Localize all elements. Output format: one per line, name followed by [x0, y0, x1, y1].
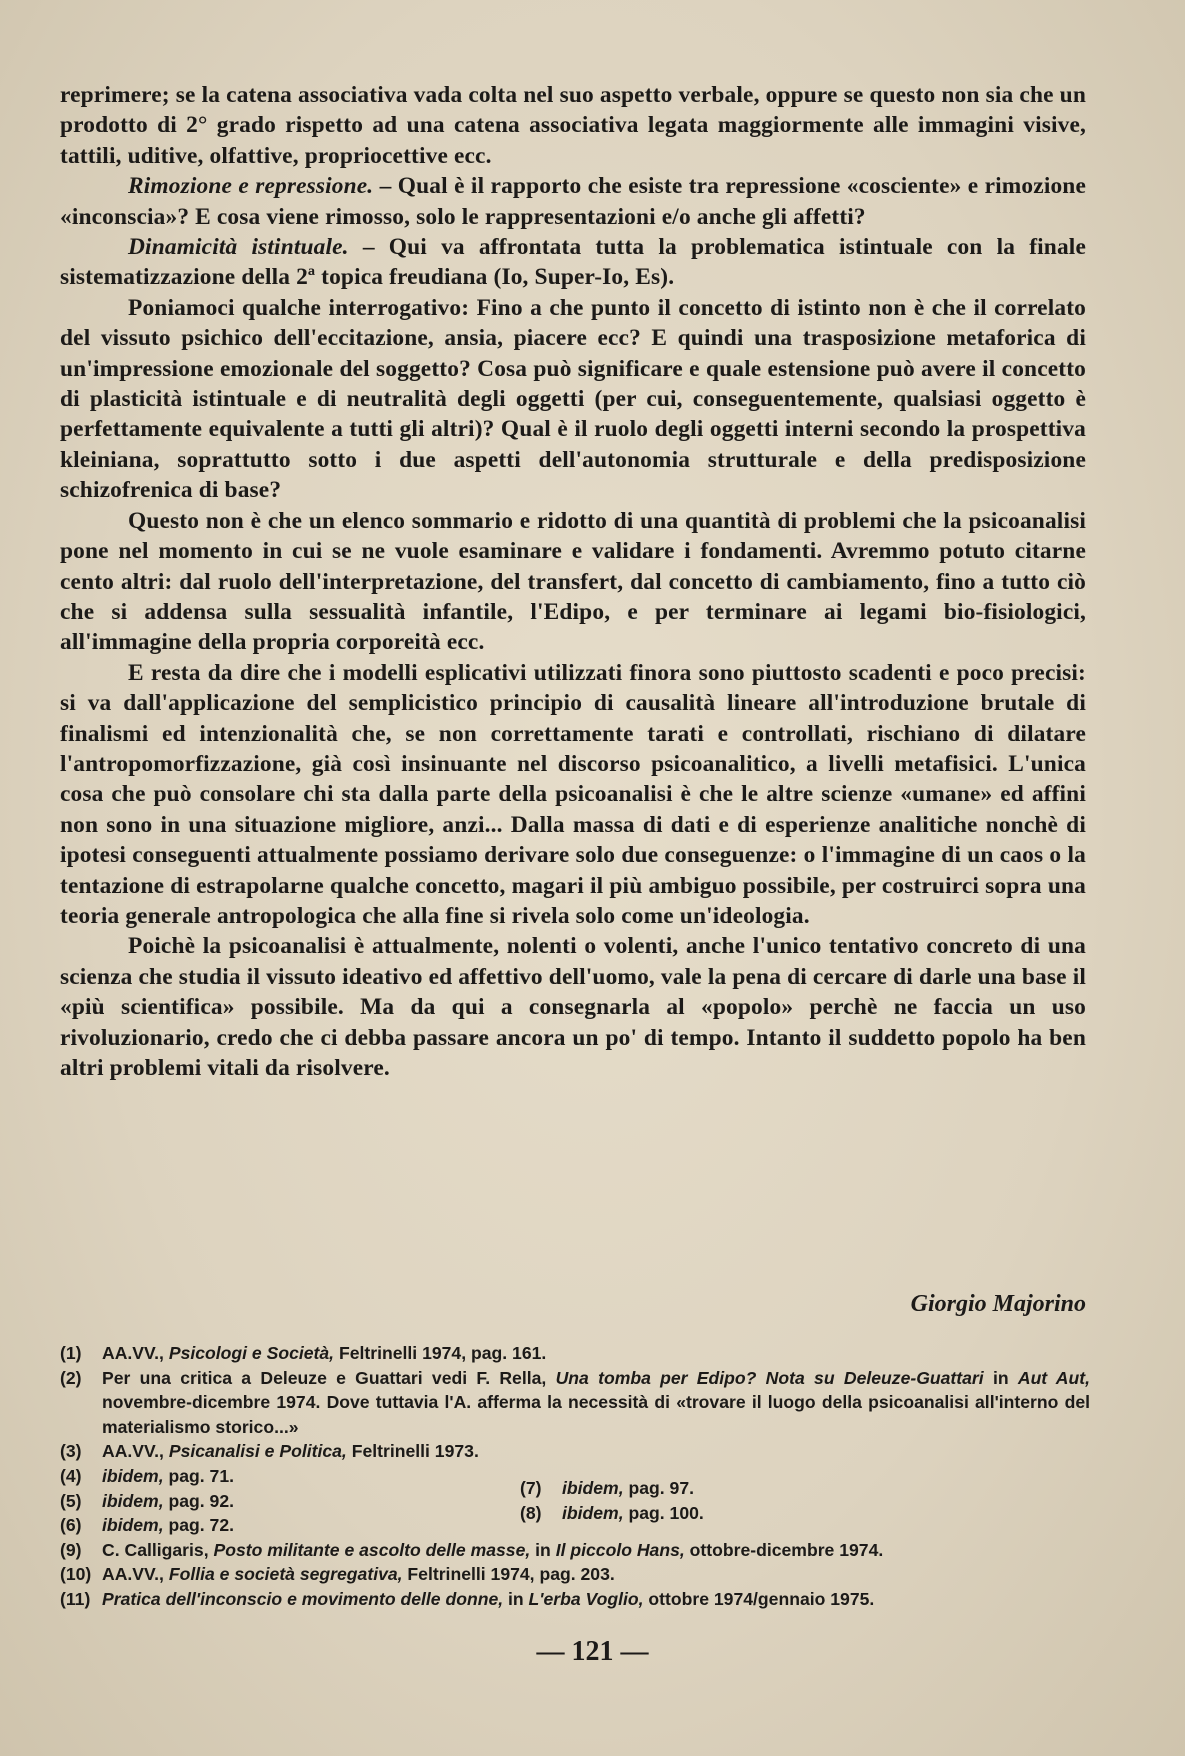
- paragraph-lead: Dinamicità istintuale.: [128, 234, 349, 261]
- footnote: (10) AA.VV., Follia e società segregativa, Feltrinelli 1974, pag. 203.: [60, 1564, 615, 1585]
- footnote: (9) C. Calligaris, Posto militante e ascolto delle masse, in Il piccolo Hans, ottobre-dicembre 1974.: [60, 1539, 884, 1560]
- paragraph: Rimozione e repressione. – Qual è il rapporto che esiste tra repressione «cosciente» e rimozione «inconscia»? E cosa viene rimosso, solo le rappresentazioni e/o anche gli affetti?: [60, 173, 1086, 230]
- paragraph: E resta da dire che i modelli esplicativi utilizzati finora sono piuttosto scadenti e poco precisi: si va dall'applicazione del semplicistico principio di causalità lineare all'introduzione brutale di finalismi ed intenzionalità che, se non correttamente tarati e controllati, rischiano di dilatare l'antropomorfizzazione, già così insinuante nel discorso psicoanalitico, a livelli metafisici. L'unica cosa che può consolare chi sta dalla parte della psicoanalisi è che le altre scienze «umane» ed affini non sono in una situazione migliore, anzi... Dalla massa di dati e di esperienze analitiche nonchè di ipotesi conseguenti attualmente possiamo derivare solo due conseguenze: o l'immagine di un caos o la tentazione di estrapolarne qualche concetto, magari il più ambiguo possibile, per costruirci sopra una teoria generale antropologica che alla fine si rivela solo come un'ideologia.: [60, 659, 1086, 929]
- footnotes: [60, 1341, 1090, 1612]
- footnote: (7) ibidem, pag. 97.: [520, 1477, 694, 1498]
- footnote: (1) AA.VV., Psicologi e Società, Feltrinelli 1974, pag. 161.: [60, 1343, 547, 1363]
- footnote: (4) ibidem, pag. 71.: [60, 1465, 234, 1486]
- page-number: — 121 —: [536, 1636, 649, 1667]
- author-signature: Giorgio Majorino: [910, 1291, 1086, 1317]
- paragraph: Dinamicità istintuale. – Qui va affrontata tutta la problematica istintuale con la finale sistematizzazione della 2ª topica freudiana (Io, Super-Io, Es).: [60, 234, 1086, 291]
- footnote: (6) ibidem, pag. 72.: [60, 1515, 234, 1536]
- footnote: (11) Pratica dell'inconscio e movimento delle donne, in L'erba Voglio, ottobre 1974/gennaio 1975.: [60, 1588, 875, 1609]
- footnote: (3) AA.VV., Psicanalisi e Politica, Feltrinelli 1973.: [60, 1441, 479, 1462]
- footnote: (8) ibidem, pag. 100.: [520, 1502, 704, 1523]
- paragraph: Poniamoci qualche interrogativo: Fino a che punto il concetto di istinto non è che il correlato del vissuto psichico dell'eccitazione, ansia, piacere ecc? E quindi una trasposizione metaforica di un'impressione emozionale del soggetto? Cosa può significare e quale estensione può avere il concetto di plasticità istintuale e di neutralità degli oggetti (per cui, conseguentemente, qualsiasi oggetto è perfettamente equivalente a tutti gli altri)? Qual è il ruolo degli oggetti interni secondo la prospettiva kleiniana, soprattutto sotto i due aspetti dell'autonomia strutturale e della predisposizione schizofrenica di base?: [60, 294, 1086, 504]
- paragraph: Questo non è che un elenco sommario e ridotto di una quantità di problemi che la psicoanalisi pone nel momento in cui se ne vuole esaminare e validare i fondamenti. Avremmo potuto citarne cento altri: dal ruolo dell'interpretazione, del transfert, dal concetto di cambiamento, fino a tutto ciò che si addensa sulla sessualità infantile, l'Edipo, e per terminare ai legami bio-fisiologici, all'immagine della propria corporeità ecc.: [60, 507, 1086, 656]
- paragraph-lead: Rimozione e repressione.: [128, 173, 374, 200]
- footnote-columns: [60, 1464, 1090, 1538]
- paragraph: reprimere; se la catena associativa vada colta nel suo aspetto verbale, oppure se questo non sia che un prodotto di 2° grado rispetto ad una catena associativa legata maggiormente alle immagini visive, tattili, uditive, olfattive, propriocettive ecc.: [60, 82, 1086, 169]
- footnote: (5) ibidem, pag. 92.: [60, 1490, 234, 1511]
- paragraph: Poichè la psicoanalisi è attualmente, nolenti o volenti, anche l'unico tentativo concreto di una scienza che studia il vissuto ideativo ed affettivo dell'uomo, vale la pena di cercare di darle una base il «più scientifica» possibile. Ma da qui a consegnarla al «popolo» perchè ne faccia un uso rivoluzionario, credo che ci debba passare ancora un po' di tempo. Intanto il suddetto popolo ha ben altri problemi vitali da risolvere.: [60, 933, 1086, 1081]
- body-text: [60, 80, 1086, 1083]
- footnote: (2) Per una critica a Deleuze e Guattari vedi F. Rella, Una tomba per Edipo? Nota su Deleuze-Guattari in Aut Aut, novembre-dicembre 1974. Dove tuttavia l'A. afferma la necessità di «trovare il luogo della psicoanalisi all'interno del materialismo storico...»: [60, 1367, 1090, 1437]
